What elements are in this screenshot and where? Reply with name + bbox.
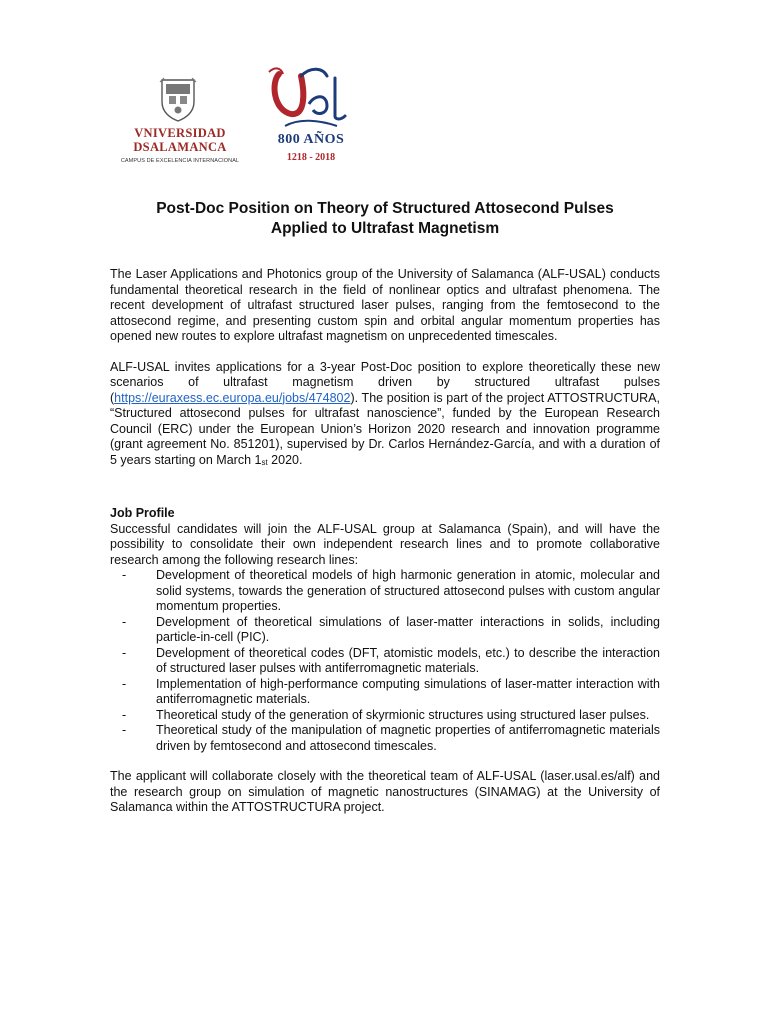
list-item: - Development of theoretical codes (DFT, atomistic models, etc.) to describe the interaction of structured laser pulses with antiferromagnetic materials. [110,646,660,677]
title-line2: Applied to Ultrafast Magnetism [270,220,500,237]
university-seal-icon [158,76,198,122]
anniversary-800-anos: 800 AÑOS [277,132,345,147]
university-campus-line: CAMPUS DE EXCELENCIA INTERNACIONAL [120,158,240,164]
page-title [100,199,670,239]
list-item: - Theoretical study of the generation of skyrmionic structures using structured laser pulses. [110,708,660,724]
usal-logo-icon [265,64,355,136]
title-line1: Post-Doc Position on Theory of Structured Attosecond Pulses [156,200,614,217]
research-lines-list [110,568,660,754]
list-item: - Implementation of high-performance computing simulations of laser-matter interaction with antiferromagnetic materials. [110,677,660,708]
job-profile-heading: Job Profile [110,506,175,520]
ordinal-suffix: st [261,457,268,467]
document-body [110,267,660,816]
list-item: - Development of theoretical models of high harmonic generation in atomic, molecular and solid systems, towards the generation of structured attosecond pulses with custom angular momentum properties. [110,568,660,615]
call-paragraph [110,360,660,470]
header-logos [110,60,410,170]
call-text-before-link: ALF-USAL invites applications for a 3-year Post-Doc position to explore theoretically these new scenarios of ultrafast magnetism driven by structured ultrafast pulses ( [110,359,660,405]
call-text-after-link: ). The position is part of the project ATTOSTRUCTURA, “Structured attosecond pulses for ultrafast nanoscience”, funded by the European Research Council (ERC) under the European Union’s Horizon 2020 research and innovation programme (grant agreement No. 851201), supervised by Dr. Carlos Hernández-García, and with a duration of 5 years starting on March 1 [110,390,660,467]
call-text-end: 2020. [267,452,303,467]
job-profile-lead: Successful candidates will join the ALF-USAL group at Salamanca (Spain), and will have the possibility to consolidate their own independent research lines and to promote collaborative research among the following research lines: [110,521,660,567]
closing-paragraph: The applicant will collaborate closely with the theoretical team of ALF-USAL (laser.usal.es/alf) and the research group on simulation of magnetic nanostructures (SINAMAG) at the University of Salamanca within the ATTOSTRUCTURA project. [110,769,660,814]
usal-anniversary-logo [260,60,370,170]
university-logo [110,60,260,170]
university-name-line2: DSALAMANCA [133,140,227,154]
university-name-line1: VNIVERSIDAD [134,126,226,140]
list-item: - Development of theoretical simulations of laser-matter interactions in solids, including particle-in-cell (PIC). [110,615,660,646]
list-item: - Theoretical study of the manipulation of magnetic properties of antiferromagnetic materials driven by femtosecond and attosecond timescales. [110,723,660,754]
anniversary-years: 1218 - 2018 [286,152,336,163]
euraxess-link[interactable]: https://euraxess.ec.europa.eu/jobs/474802 [114,390,351,405]
intro-paragraph: The Laser Applications and Photonics group of the University of Salamanca (ALF-USAL) conducts fundamental theoretical research in the field of nonlinear optics and ultrafast phenomena. The recent development of ultrafast structured laser pulses, ranging from the femtosecond to the attosecond regime, and presenting custom spin and orbital angular momentum properties has opened new routes to explore ultrafast magnetism on unprecedented timescales. [110,267,660,343]
